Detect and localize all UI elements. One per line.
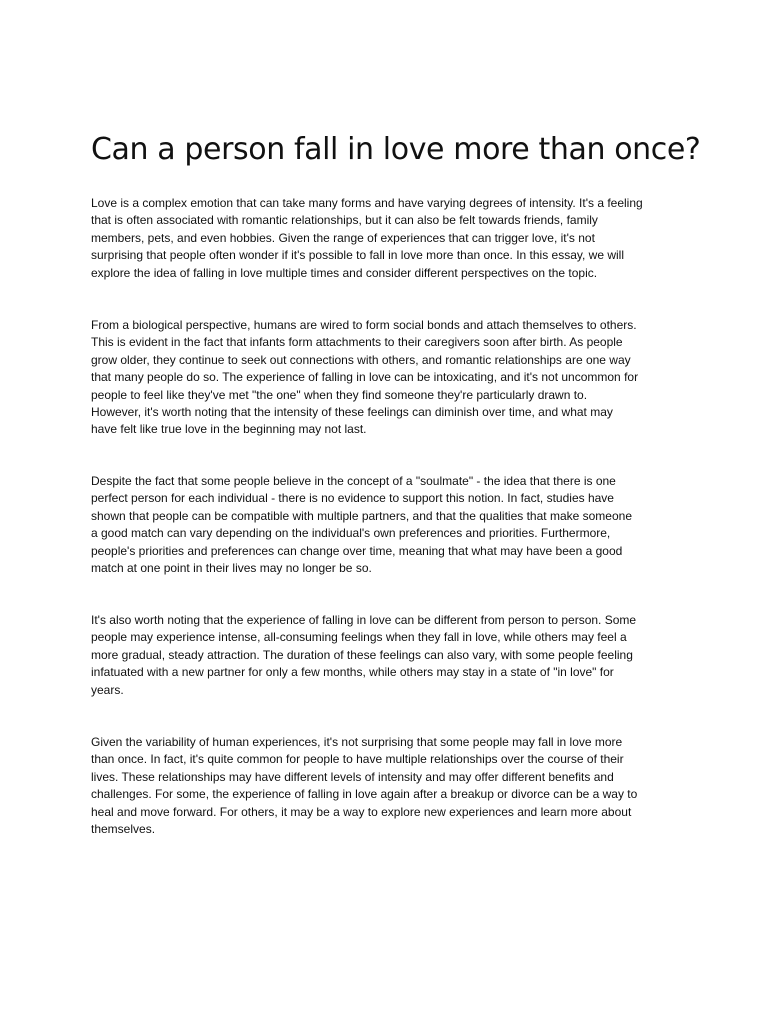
paragraph-line: Despite the fact that some people believe in the concept of a "soulmate" - the idea that there is one xyxy=(91,474,616,488)
page-title: Can a person fall in love more than once? xyxy=(91,132,701,167)
paragraph-line: a good match can vary depending on the individual's own preferences and priorities. Furthermore, xyxy=(91,526,611,541)
paragraph-line: surprising that people often wonder if it's possible to fall in love more than once. In this essay, we will xyxy=(91,248,625,263)
paragraph-line: shown that people can be compatible with multiple partners, and that the qualities that make someone xyxy=(91,508,632,523)
paragraph-line: Love is a complex emotion that can take many forms and have varying degrees of intensity. It's a feeling xyxy=(91,196,643,210)
paragraph-2 xyxy=(91,317,676,439)
paragraph-line: have felt like true love in the beginning may not last. xyxy=(91,422,367,437)
paragraph-line: people's priorities and preferences can change over time, meaning that what may have been a good xyxy=(91,543,623,558)
paragraph-line: themselves. xyxy=(91,822,156,837)
paragraph-line: members, pets, and even hobbies. Given the range of experiences that can trigger love, it's not xyxy=(91,230,595,245)
paragraph-line: years. xyxy=(91,682,124,697)
paragraph-5 xyxy=(91,734,676,838)
paragraph-line: lives. These relationships may have different levels of intensity and may offer different benefits and xyxy=(91,769,614,784)
paragraph-4 xyxy=(91,612,676,699)
paragraph-line: infatuated with a new partner for only a few months, while others may stay in a state of "in love" for xyxy=(91,665,614,680)
paragraph-line: more gradual, steady attraction. The duration of these feelings can also vary, with some people feeling xyxy=(91,647,633,662)
paragraph-line: challenges. For some, the experience of falling in love again after a breakup or divorce can be a way to xyxy=(91,787,638,802)
paragraph-line: grow older, they continue to seek out connections with others, and romantic relationships are one way xyxy=(91,352,631,367)
paragraph-line: that is often associated with romantic relationships, but it can also be felt towards friends, family xyxy=(91,213,598,228)
paragraph-line: Given the variability of human experiences, it's not surprising that some people may fall in love more xyxy=(91,735,623,749)
paragraph-line: people to feel like they've met "the one" when they find someone they're particularly drawn to. xyxy=(91,387,588,402)
paragraph-line: This is evident in the fact that infants form attachments to their caregivers soon after birth. As people xyxy=(91,335,623,350)
paragraph-line: From a biological perspective, humans are wired to form social bonds and attach themselves to others. xyxy=(91,318,637,332)
paragraph-line: that many people do so. The experience of falling in love can be intoxicating, and it's not uncommon for xyxy=(91,370,639,385)
paragraph-line: heal and move forward. For others, it may be a way to explore new experiences and learn more about xyxy=(91,804,632,819)
paragraph-line: It's also worth noting that the experience of falling in love can be different from person to person. Some xyxy=(91,613,637,627)
paragraph-1 xyxy=(91,195,676,282)
paragraph-line: than once. In fact, it's quite common for people to have multiple relationships over the course of their xyxy=(91,752,624,767)
paragraph-line: perfect person for each individual - there is no evidence to support this notion. In fact, studies have xyxy=(91,491,614,506)
paragraph-line: people may experience intense, all-consuming feelings when they fall in love, while others may feel a xyxy=(91,630,627,645)
paragraph-line: However, it's worth noting that the intensity of these feelings can diminish over time, and what may xyxy=(91,405,613,420)
paragraph-3 xyxy=(91,473,676,577)
paragraph-line: match at one point in their lives may no longer be so. xyxy=(91,561,372,576)
paragraph-line: explore the idea of falling in love multiple times and consider different perspectives on the topic. xyxy=(91,265,598,280)
